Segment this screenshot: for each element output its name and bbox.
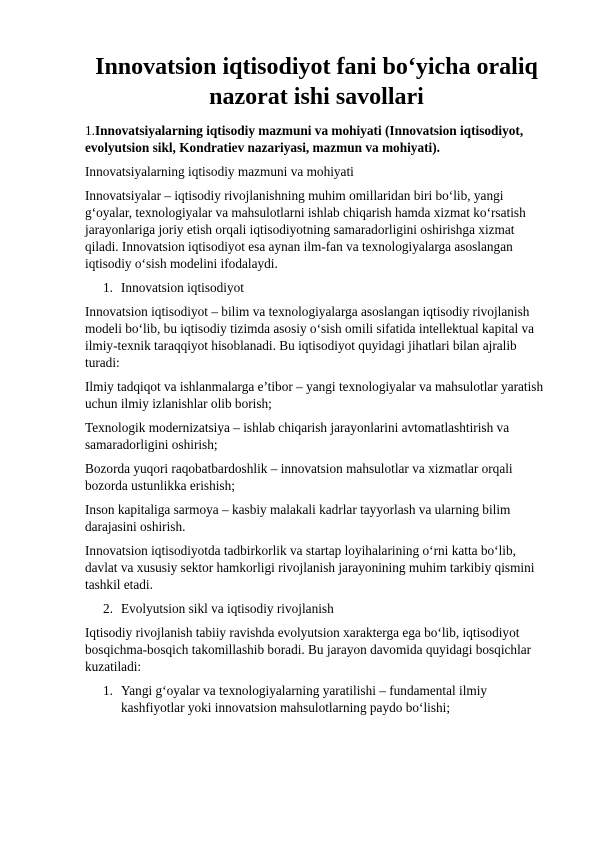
paragraph: Innovatsiyalar – iqtisodiy rivojlanishning muhim omillaridan biri bo‘lib, yangi g‘oyalar, texnologiyalar va mahsulotlarni ishlab chiqarish hamda xizmat ko‘rsatish jarayonlariga joriy etish orqali iqtisodiyotning samaradorligini oshirishga xizmat qiladi. Innovatsion iqtisodiyot esa aynan ilm-fan va texnologiyalarga asoslangan iqtisodiy o‘sish modelini ifodalaydi. — [85, 188, 526, 271]
paragraph: Texnologik modernizatsiya – ishlab chiqarish jarayonlarini avtomatlashtirish va samaradorligini oshirish; — [85, 420, 510, 452]
list-number: 1. — [103, 280, 113, 295]
list-item — [85, 600, 544, 617]
list-item — [85, 682, 544, 716]
question-number: 1. — [85, 123, 95, 138]
list-item — [85, 279, 544, 296]
paragraph: Innovatsion iqtisodiyotda tadbirkorlik va startap loyihalarining o‘rni katta bo‘lib, davlat va xususiy sektor hamkorligi rivojlanish jarayonining muhim tarkibiy qismini tashkil etadi. — [85, 543, 535, 592]
paragraph: Ilmiy tadqiqot va ishlanmalarga e’tibor – yangi texnologiyalar va mahsulotlar yaratish uchun ilmiy izlanishlar olib borish; — [85, 379, 544, 411]
list-item-text: Yangi g‘oyalar va texnologiyalarning yaratilishi – fundamental ilmiy kashfiyotlar yoki innovatsion mahsulotlarning paydo bo‘lishi; — [121, 683, 488, 715]
question-text: Innovatsiyalarning iqtisodiy mazmuni va mohiyati (Innovatsion iqtisodiyot, evolyutsion sikl, Kondratiev nazariyasi, mazmun va mohiyati). — [85, 123, 524, 155]
numbered-list — [85, 600, 544, 617]
list-number: 2. — [103, 601, 113, 616]
paragraph: Innovatsion iqtisodiyot – bilim va texnologiyalarga asoslangan iqtisodiy rivojlanish modeli bo‘lib, bu iqtisodiy tizimda asosiy o‘sish omili sifatida intellektual kapital va ilmiy-texnik taraqqiyot hisoblanadi. Bu iqtisodiyot quyidagi jihatlari bilan ajralib turadi: — [85, 304, 535, 370]
paragraph: Inson kapitaliga sarmoya – kasbiy malakali kadrlar tayyorlash va ularning bilim darajasini oshirish. — [85, 502, 511, 534]
document-title: Innovatsion iqtisodiyot fani bo‘yicha oraliq nazorat ishi savollari — [95, 54, 538, 110]
numbered-list — [85, 682, 544, 716]
paragraph-subtitle: Innovatsiyalarning iqtisodiy mazmuni va mohiyati — [85, 164, 354, 179]
paragraph: Bozorda yuqori raqobatbardoshlik – innovatsion mahsulotlar va xizmatlar orqali bozorda ustunlikka erishish; — [85, 461, 513, 493]
numbered-list — [85, 279, 544, 296]
list-item-text: Evolyutsion sikl va iqtisodiy rivojlanish — [121, 601, 334, 616]
list-number: 1. — [103, 683, 113, 698]
question-heading — [85, 122, 544, 156]
list-item-text: Innovatsion iqtisodiyot — [121, 280, 244, 295]
paragraph: Iqtisodiy rivojlanish tabiiy ravishda evolyutsion xarakterga ega bo‘lib, iqtisodiyot bosqichma-bosqich takomillashib boradi. Bu jarayon davomida quyidagi bosqichlar kuzatiladi: — [85, 625, 532, 674]
